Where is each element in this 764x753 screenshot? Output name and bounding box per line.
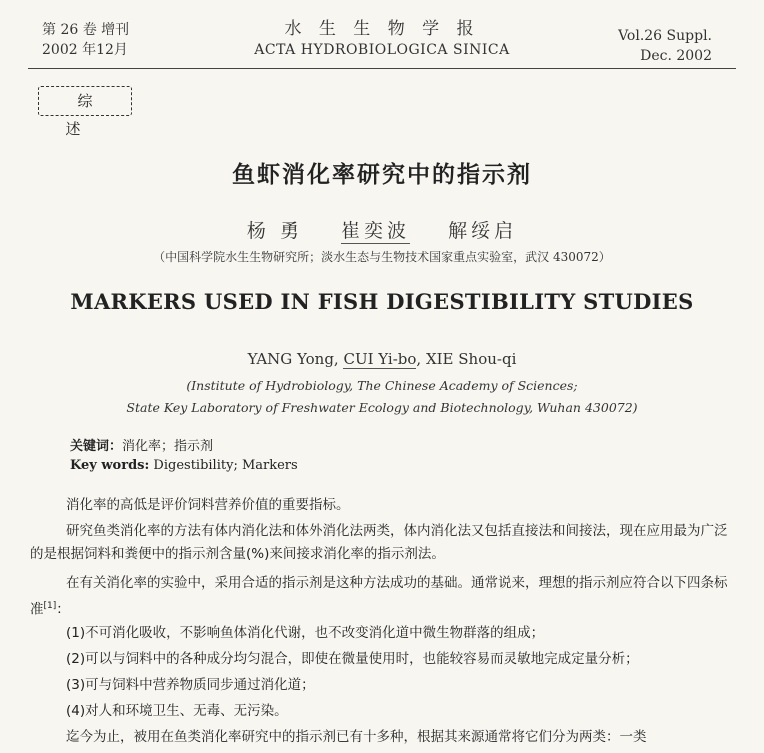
author-cn-2: 崔奕波 xyxy=(341,220,411,242)
affiliation-cn: （中国科学院水生生物研究所；淡水生态与生物技术国家重点实验室，武汉 430072） xyxy=(153,250,611,264)
keywords-cn-text: 消化率；指示剂 xyxy=(122,439,214,454)
author-en-1: YANG Yong, xyxy=(247,350,344,368)
journal-title-en: ACTA HYDROBIOLOGICA SINICA xyxy=(254,42,510,58)
authors-cn xyxy=(0,216,764,243)
paragraph-3-text: 在有关消化率的实验中，采用合适的指示剂是这种方法成功的基础。通常说来，理想的指示剂应符合以下四条标准 xyxy=(30,575,728,618)
section-badge: 综述 xyxy=(38,86,132,116)
criterion-3: (3)可与饲料中营养物质同步通过消化道； xyxy=(66,677,315,693)
keywords-cn-label: 关键词： xyxy=(70,439,123,454)
author-en-2: CUI Yi-bo xyxy=(343,350,417,368)
paper-title-cn: 鱼虾消化率研究中的指示剂 xyxy=(232,161,532,188)
date-en: Dec. 2002 xyxy=(640,48,712,64)
citation-ref: [1] xyxy=(43,601,57,611)
header-rule xyxy=(28,68,736,69)
date-cn: 2002 年12月 xyxy=(42,42,128,58)
paper-title-en: MARKERS USED IN FISH DIGESTIBILITY STUDIES xyxy=(70,289,694,314)
author-en-3: , XIE Shou-qi xyxy=(416,350,517,368)
paragraph-3-tail: ： xyxy=(56,601,70,618)
paragraph-3 xyxy=(30,572,735,622)
affiliation-en-line-2: State Key Laboratory of Freshwater Ecology and Biotechnology, Wuhan 430072) xyxy=(126,400,638,415)
keywords-cn xyxy=(70,435,213,454)
affiliation-en xyxy=(0,375,764,419)
criterion-2: (2)可以与饲料中的各种成分均匀混合，即使在微量使用时，也能较容易而灵敏地完成定量分析； xyxy=(66,651,639,667)
header-volume-en xyxy=(618,26,712,66)
paragraph-2: 研究鱼类消化率的方法有体内消化法和体外消化法两类，体内消化法又包括直接法和间接法，现在应用最为广泛的是根据饲料和粪便中的指示剂含量(%)来间接求消化率的指示剂法。 xyxy=(30,523,728,562)
keywords-en xyxy=(70,458,298,473)
paragraph-4: 迄今为止，被用在鱼类消化率研究中的指示剂已有十多种，根据其来源通常将它们分为两类：一类 xyxy=(66,729,647,745)
authors-en xyxy=(0,350,764,368)
author-cn-1: 杨 勇 xyxy=(246,220,303,242)
volume-cn: 第 26 卷 增刊 xyxy=(42,22,130,38)
paragraph-1: 消化率的高低是评价饲料营养价值的重要指标。 xyxy=(66,497,350,513)
criterion-4: (4)对人和环境卫生、无毒、无污染。 xyxy=(66,703,288,719)
volume-en: Vol.26 Suppl. xyxy=(618,28,712,44)
affiliation-en-line-1: (Institute of Hydrobiology, The Chinese Academy of Sciences; xyxy=(186,378,578,393)
keywords-en-text: Digestibility; Markers xyxy=(149,458,298,473)
journal-title-cn: 水 生 生 物 学 报 xyxy=(284,19,480,39)
author-cn-3: 解绥启 xyxy=(448,220,518,242)
criterion-1: (1)不可消化吸收，不影响鱼体消化代谢，也不改变消化道中微生物群落的组成； xyxy=(66,625,545,641)
keywords-en-label: Key words: xyxy=(70,458,150,473)
